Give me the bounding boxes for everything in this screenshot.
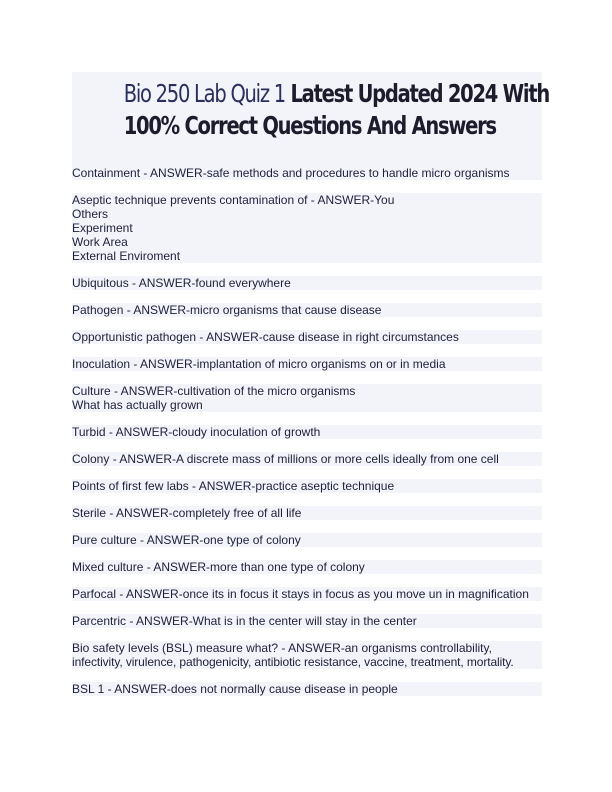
qa-entry <box>72 357 542 371</box>
qa-entry <box>72 614 542 628</box>
qa-line: Colony - ANSWER-A discrete mass of millions or more cells ideally from one cell <box>72 452 542 466</box>
qa-entry <box>72 587 542 601</box>
qa-line: Parcentric - ANSWER-What is in the center will stay in the center <box>72 614 542 628</box>
document-title <box>72 72 550 166</box>
title-line-2: 100% Correct Questions And Answers <box>123 111 496 140</box>
qa-entry <box>72 330 542 344</box>
title-subtitle: Latest Updated 2024 With <box>290 79 550 108</box>
qa-line: External Enviroment <box>72 249 542 263</box>
qa-entry <box>72 682 542 696</box>
title-line-1 <box>123 78 550 110</box>
qa-line: Parfocal - ANSWER-once its in focus it stays in focus as you move un in magnification <box>72 587 542 601</box>
qa-line: Culture - ANSWER-cultivation of the micro organisms <box>72 384 542 398</box>
qa-entry <box>72 452 542 466</box>
qa-line: Opportunistic pathogen - ANSWER-cause disease in right circumstances <box>72 330 542 344</box>
qa-line: Pure culture - ANSWER-one type of colony <box>72 533 542 547</box>
qa-line: Turbid - ANSWER-cloudy inoculation of growth <box>72 425 542 439</box>
qa-line: Work Area <box>72 235 542 249</box>
qa-list <box>72 166 542 709</box>
title-course-name: Bio 250 Lab Quiz 1 <box>123 79 285 108</box>
qa-line: Pathogen - ANSWER-micro organisms that cause disease <box>72 303 542 317</box>
qa-line: Experiment <box>72 221 542 235</box>
qa-entry <box>72 506 542 520</box>
qa-line: Aseptic technique prevents contamination of - ANSWER-You <box>72 193 542 207</box>
qa-entry <box>72 303 542 317</box>
qa-line: Bio safety levels (BSL) measure what? - ANSWER-an organisms controllability, <box>72 641 542 655</box>
qa-entry <box>72 425 542 439</box>
qa-line: Inoculation - ANSWER-implantation of micro organisms on or in media <box>72 357 542 371</box>
qa-entry <box>72 641 542 669</box>
qa-line: Mixed culture - ANSWER-more than one type of colony <box>72 560 542 574</box>
qa-entry <box>72 193 542 263</box>
qa-line: Others <box>72 207 542 221</box>
qa-entry <box>72 166 542 180</box>
qa-line: Sterile - ANSWER-completely free of all life <box>72 506 542 520</box>
qa-entry <box>72 533 542 547</box>
qa-line: Containment - ANSWER-safe methods and procedures to handle micro organisms <box>72 166 542 180</box>
qa-entry <box>72 479 542 493</box>
qa-entry <box>72 384 542 412</box>
qa-entry <box>72 276 542 290</box>
qa-line: infectivity, virulence, pathogenicity, antibiotic resistance, vaccine, treatment, mortality. <box>72 655 542 669</box>
qa-entry <box>72 560 542 574</box>
qa-line: Ubiquitous - ANSWER-found everywhere <box>72 276 542 290</box>
qa-line: What has actually grown <box>72 398 542 412</box>
qa-line: BSL 1 - ANSWER-does not normally cause disease in people <box>72 682 542 696</box>
qa-line: Points of first few labs - ANSWER-practice aseptic technique <box>72 479 542 493</box>
